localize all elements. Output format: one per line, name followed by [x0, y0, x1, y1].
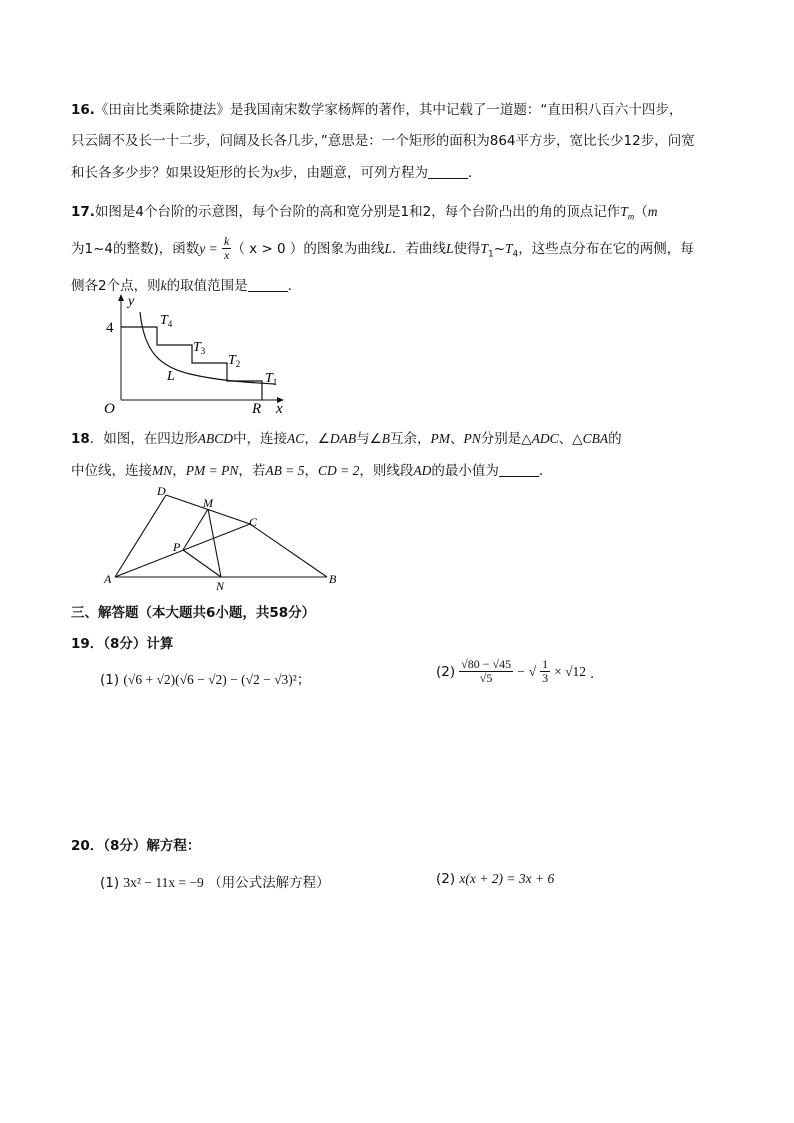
fig18-AD: [115, 495, 166, 577]
figure-17-staircase: [100, 292, 300, 417]
q17-line1a: 如图是4个台阶的示意图，每个台阶的高和宽分别是1和2，每个台阶凸出的角的顶点记作: [94, 204, 621, 220]
q16-line3b: 步，由题意，可列方程为: [279, 165, 428, 181]
q17-frac-x: x: [224, 248, 230, 263]
q19-header: 19．（8分）计算: [71, 636, 174, 652]
q19-p2-minus: −: [517, 663, 525, 679]
q17-condition: （ x > 0 ）的图象为曲线: [231, 240, 385, 257]
q18-line1b: 中，连接: [233, 431, 288, 447]
q19-p2-sqrt-sign: √: [528, 663, 537, 679]
q18-line1c: ，∠: [304, 431, 330, 447]
q19-p2-den: √5: [479, 671, 493, 686]
q18-b: B: [381, 431, 391, 446]
fig18-label-M: M: [203, 496, 213, 510]
q18-line2f: 的最小值为: [431, 463, 499, 479]
question-17: [71, 196, 726, 302]
q17-tm-sub: m: [627, 211, 635, 222]
q18-line2b: ，: [172, 463, 186, 479]
q18-answer-blank[interactable]: [499, 462, 539, 477]
q17-answer-blank[interactable]: [248, 277, 288, 292]
fig17-t1-label: $T_1$: [265, 371, 278, 387]
fig17-x-label: x: [276, 401, 283, 417]
q17-t1: T: [480, 240, 488, 256]
q18-line1h: 、△: [558, 431, 583, 447]
q18-adc: ADC: [531, 431, 559, 446]
q19-p2-inner-den: 3: [542, 671, 549, 686]
q18-line1i: 的: [608, 431, 622, 447]
fig18-CB: [250, 524, 327, 577]
q18-line1e: 互余，: [390, 431, 431, 447]
fig18-label-A: A: [104, 572, 112, 586]
q18-mn: MN: [152, 463, 173, 478]
q18-line2c: ，若: [238, 463, 266, 479]
q18-eq2: AB = 5: [265, 463, 305, 478]
fig18-label-C: C: [249, 515, 258, 529]
figure-18-quadrilateral: [100, 483, 350, 595]
q18-pn: PN: [463, 431, 481, 446]
q16-line1: 《田亩比类乘除捷法》是我国南宋数学家杨辉的著作，其中记载了一道题：“直田积八百六十四步，: [94, 102, 683, 118]
fig18-label-B: B: [329, 572, 337, 586]
q18-line2e: ，则线段: [359, 463, 414, 479]
q19-p2-inner-fraction: [540, 658, 550, 685]
q19-p1-expr: (√6 + √2)(√6 − √2) − (√2 − √3)²: [123, 672, 297, 687]
q19-p2-label: (2): [436, 663, 456, 680]
q16-end: ．: [468, 165, 482, 181]
q17-line3b: 的取值范围是: [166, 278, 248, 295]
q19-p2-fraction: [459, 658, 513, 685]
fig17-staircase-outline: [121, 327, 262, 400]
q19-p1-end: ；: [296, 672, 311, 688]
q17-line2d: ，这些点分布在它的两侧，每: [518, 240, 694, 257]
q18-number: 18: [71, 431, 90, 447]
q16-var: x: [273, 165, 280, 180]
q17-line1b: （: [634, 204, 648, 220]
fig17-t3-label: $T_3$: [193, 340, 206, 356]
q17-k: k: [160, 278, 167, 294]
fig17-y-arrow: [118, 294, 124, 301]
fig18-label-N: N: [216, 579, 225, 593]
q20-p2-expr: x(x + 2) = 3x + 6: [459, 871, 555, 886]
q18-ac: AC: [287, 431, 305, 446]
q18-line1d: 与∠: [356, 431, 382, 447]
q17-line2a: 为1~4的整数)，函数: [71, 240, 200, 257]
q20-p1-note: （用公式法解方程）: [208, 875, 330, 891]
q18-line2a: 中位线，连接: [71, 463, 152, 479]
q18-line2d: ，: [304, 463, 318, 479]
q16-number: 16.: [71, 102, 95, 118]
q19-part1: [100, 668, 310, 688]
fig18-label-P: P: [173, 540, 181, 554]
fig18-PM: [183, 509, 208, 550]
q19-p1-label: (1): [100, 672, 120, 688]
fig17-curve-label: L: [167, 369, 175, 384]
q17-line3a: 侧各2个点，则: [71, 278, 161, 295]
section-3-heading: 三、解答题（本大题共6小题，共58分）: [71, 605, 316, 621]
q17-end: ．: [287, 278, 302, 295]
q17-number: 17.: [71, 204, 95, 220]
q18-dab: DAB: [329, 431, 357, 446]
q17-t4-sub: 4: [512, 249, 519, 260]
fig17-t4-label: $T_4$: [160, 313, 173, 329]
q16-line2: 只云阔不及长一十二步，问阔及长各几步，”意思是：一个矩形的面积为864平方步，宽比长少12步，问宽: [71, 133, 695, 149]
q18-end: ．: [538, 463, 553, 479]
question-18: [71, 423, 726, 487]
q18-pm: PM: [430, 431, 451, 446]
q17-line2c: 使得: [453, 240, 481, 257]
q19-p2-end: ．: [590, 665, 604, 682]
q18-line1g: 分别是△: [480, 431, 532, 447]
q17-tm: T: [620, 204, 628, 219]
q19-p2-times: × √12: [554, 663, 587, 679]
q20-p2-label: (2): [436, 871, 456, 887]
q19-p2-inner-num: 1: [542, 657, 549, 671]
q19-part2: [436, 658, 604, 685]
fig17-r-label: R: [252, 401, 262, 417]
fig17-y-label: y: [128, 294, 135, 309]
fig18-label-D: D: [157, 484, 166, 498]
q17-L1: L: [384, 240, 392, 256]
q20-part1: [100, 871, 330, 891]
q18-line1f: 、: [450, 431, 464, 447]
q17-L2: L: [445, 240, 454, 256]
q20-p1-expr: 3x² − 11x = −9: [123, 875, 204, 890]
fig17-t2-label: $T_2$: [228, 353, 241, 369]
q18-cba: CBA: [582, 431, 609, 446]
q17-t1-sub: 1: [487, 249, 494, 260]
q18-ad: AD: [413, 463, 432, 478]
fig18-MN: [208, 509, 221, 577]
q16-answer-blank[interactable]: [428, 164, 468, 179]
q18-eq1: PM = PN: [185, 463, 239, 478]
fig17-origin-label: O: [104, 401, 115, 417]
q19-p2-num: √80 − √45: [461, 657, 512, 671]
q18-abcd: ABCD: [197, 431, 234, 446]
q17-fy: y =: [199, 240, 218, 256]
fig17-four-label: 4: [106, 320, 114, 336]
q16-line3a: 和长各多少步？如果设矩形的长为: [71, 165, 274, 181]
q20-p1-label: (1): [100, 875, 120, 891]
q17-t4: T: [505, 240, 513, 256]
q20-part2: [436, 871, 554, 887]
q18-line1a: ．如图，在四边形: [89, 431, 198, 447]
fig18-AC: [115, 524, 250, 577]
q17-m: m: [647, 204, 658, 219]
fig18-PN: [183, 550, 221, 577]
q17-line2b: ．若曲线: [391, 240, 446, 257]
question-16: [71, 95, 726, 189]
q18-eq3: CD = 2: [317, 463, 360, 478]
q17-fraction: [222, 235, 231, 262]
q20-header: 20．（8分）解方程：: [71, 838, 201, 854]
q17-tilde: ~: [493, 240, 506, 257]
q17-frac-k: k: [224, 234, 230, 248]
